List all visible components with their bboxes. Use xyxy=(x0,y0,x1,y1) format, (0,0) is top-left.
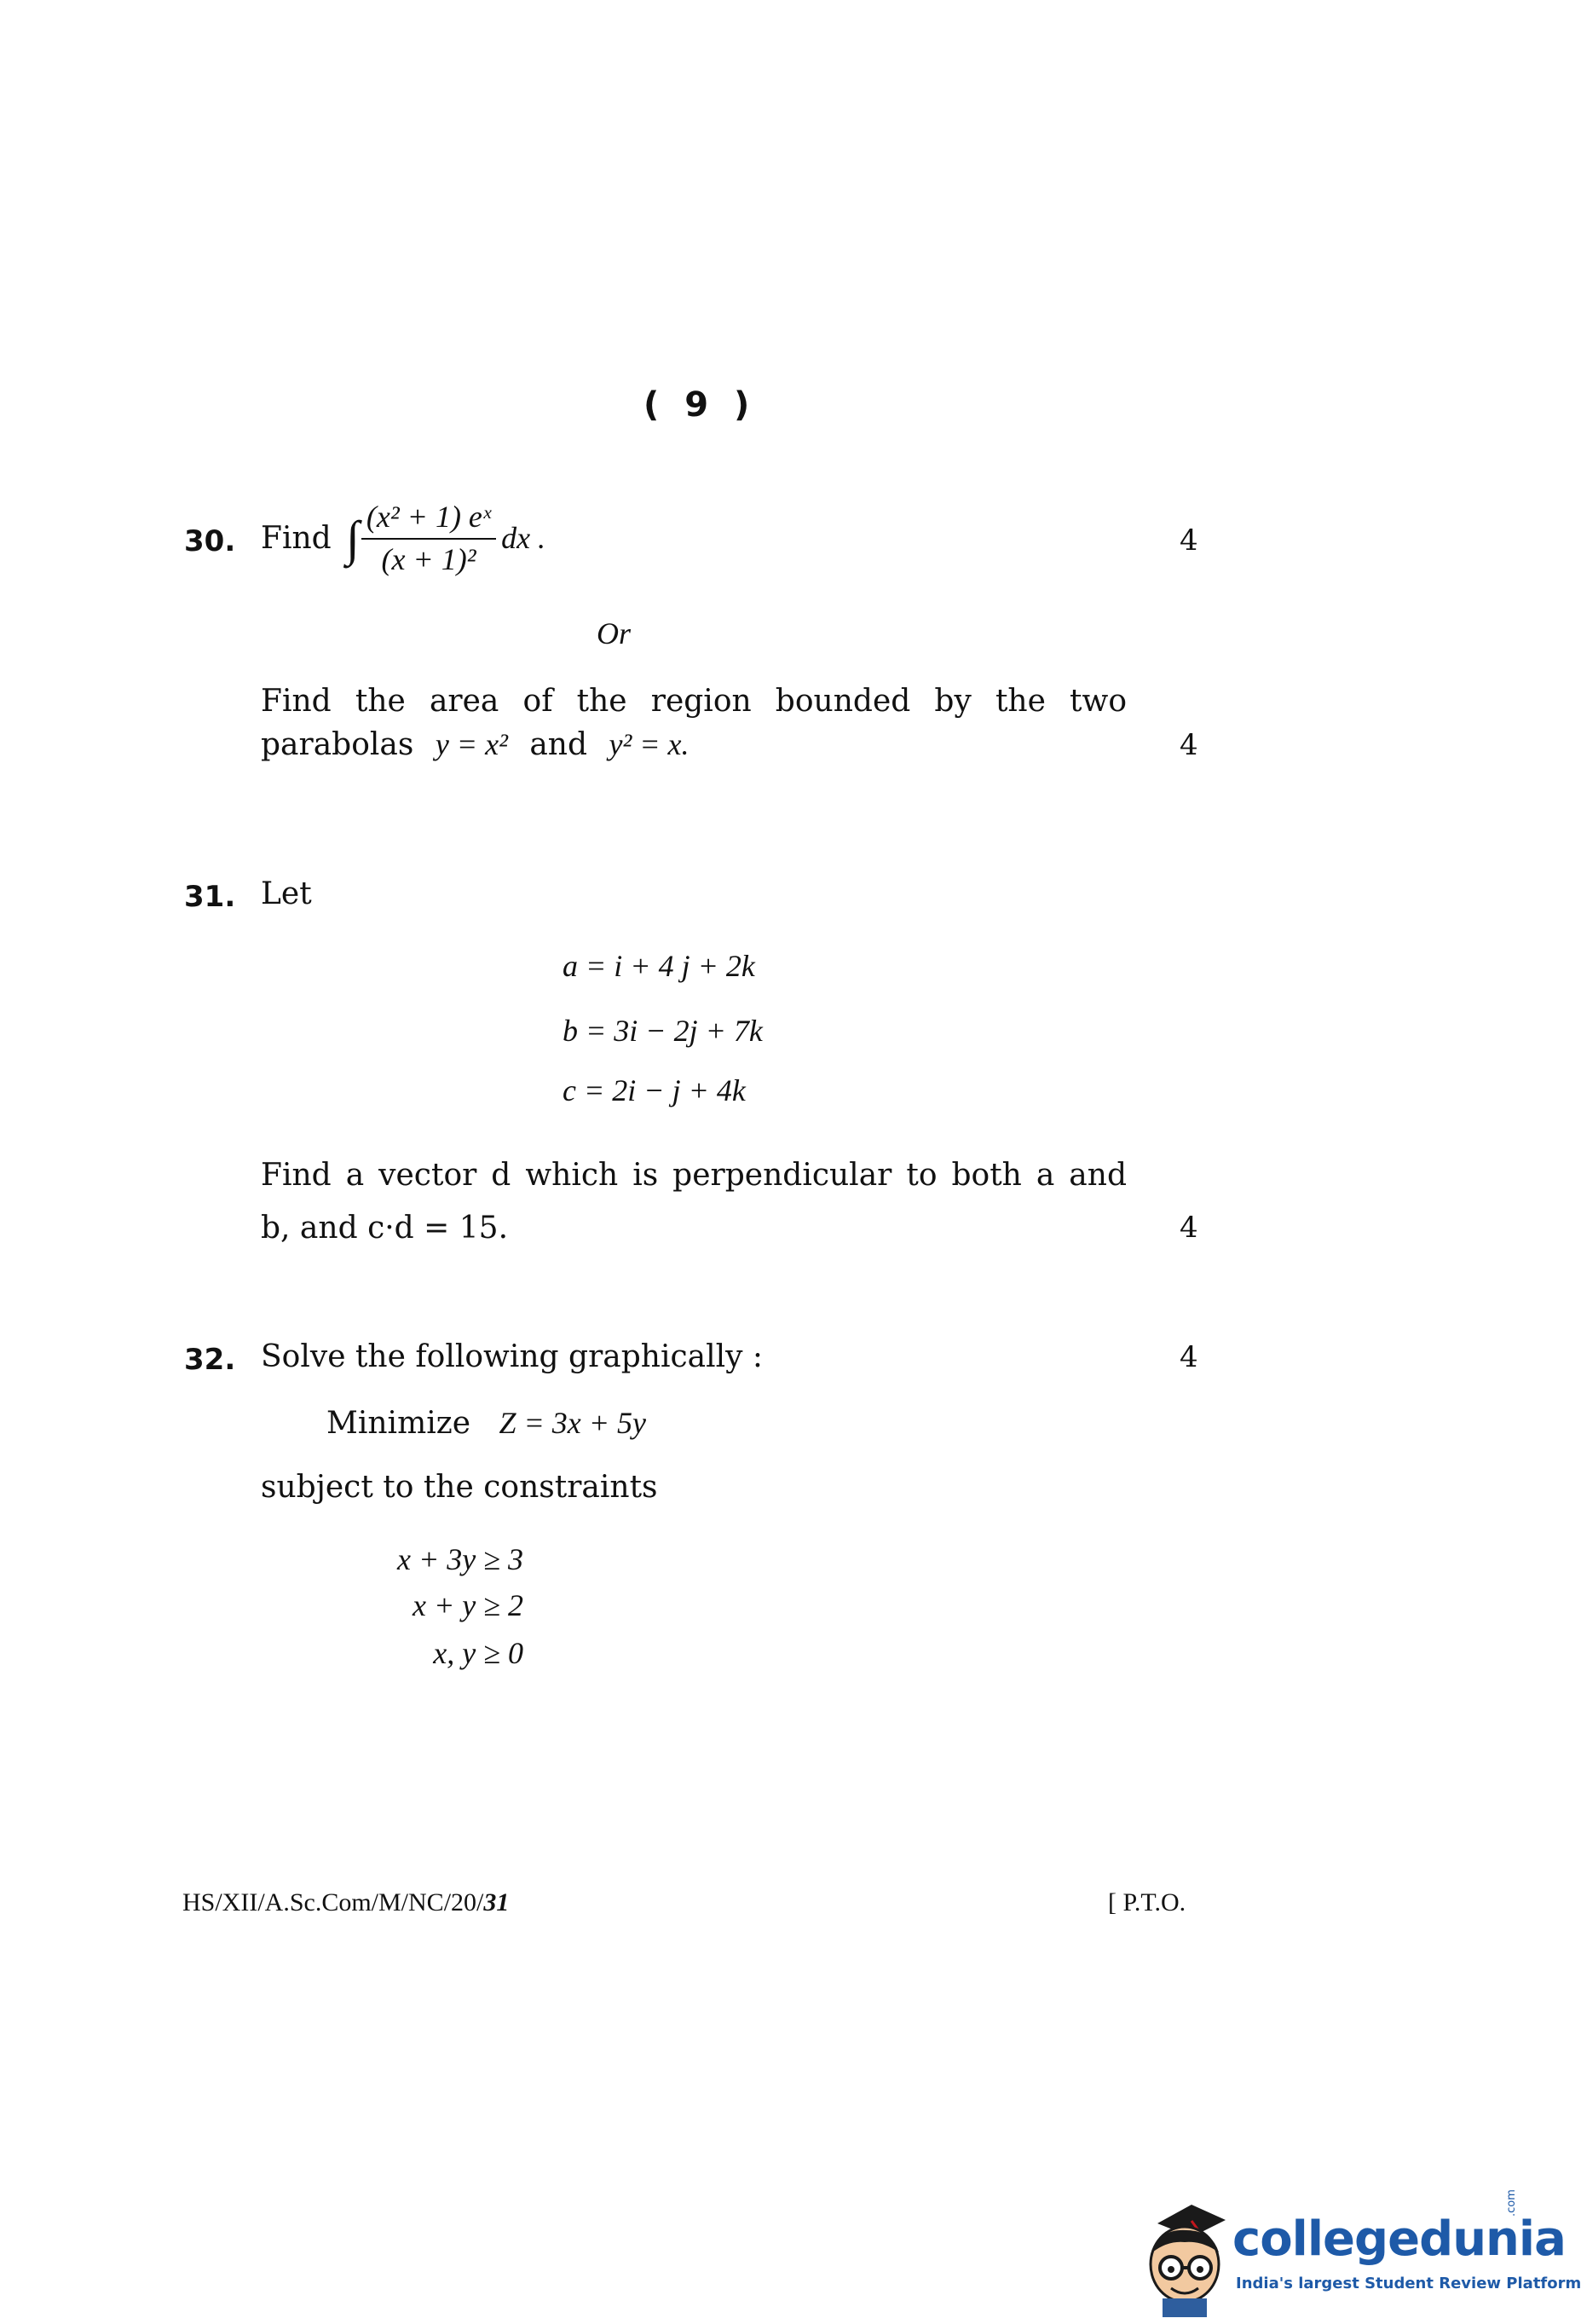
q31-intro: Let xyxy=(261,876,312,911)
or-separator: Or xyxy=(597,616,632,650)
parabolas-label: parabolas xyxy=(261,727,414,762)
q31-find-line2: b, and c·d = 15. xyxy=(261,1211,509,1246)
paper-code-number: 31 xyxy=(483,1888,510,1916)
paper-code xyxy=(182,1888,509,1917)
constraints-intro: subject to the constraints xyxy=(261,1470,658,1505)
objective-function: Z = 3x + 5y xyxy=(499,1406,647,1440)
integral-sign: ∫ xyxy=(346,510,360,566)
q30-alt-line2 xyxy=(261,726,690,762)
pto-marker: [ P.T.O. xyxy=(1108,1888,1186,1916)
constraint-3: x, y ≥ 0 xyxy=(433,1636,523,1670)
integrand-denominator: (x + 1)² xyxy=(381,542,476,576)
q30-marks: 4 xyxy=(1180,523,1198,558)
constraint-1: x + 3y ≥ 3 xyxy=(396,1542,523,1576)
parabola-eq-1: y = x² xyxy=(435,727,508,761)
brand-text: collegedunia xyxy=(1232,2211,1566,2267)
question-number-30: 30. xyxy=(184,524,236,558)
q30-alt-marks: 4 xyxy=(1180,728,1198,762)
question-number-32: 32. xyxy=(184,1343,236,1377)
integral-expression xyxy=(346,499,545,577)
q32-prompt: Solve the following graphically : xyxy=(261,1339,764,1374)
vector-c-definition: c = 2i − j + 4k xyxy=(563,1073,746,1107)
brand-domain: .com xyxy=(1505,2189,1518,2217)
q32-marks: 4 xyxy=(1180,1340,1198,1374)
and-word: and xyxy=(529,727,588,762)
q31-marks: 4 xyxy=(1180,1211,1198,1245)
q30-prompt: Find xyxy=(261,521,332,556)
objective-row xyxy=(326,1405,646,1441)
collegedunia-watermark xyxy=(1134,2189,1581,2317)
parabola-eq-2: y² = x. xyxy=(609,727,690,761)
question-number-31: 31. xyxy=(184,880,236,914)
vector-b-definition: b = 3i − 2j + 7k xyxy=(563,1014,763,1048)
paper-code-prefix: HS/XII/A.Sc.Com/M/NC/20/ xyxy=(182,1888,484,1916)
minimize-label: Minimize xyxy=(326,1406,470,1441)
brand-name xyxy=(1232,2211,1566,2267)
constraint-2: x + y ≥ 2 xyxy=(412,1588,523,1622)
q31-find-line1: Find a vector d which is perpendicular to both a and xyxy=(261,1158,1127,1193)
integrand-fraction xyxy=(361,499,496,577)
integrand-numerator: (x² + 1) eˣ xyxy=(361,499,496,540)
q30-alt-line1: Find the area of the region bounded by the two xyxy=(261,684,1127,719)
mascot-icon xyxy=(1134,2198,1234,2317)
brand-tagline: India's largest Student Review Platform xyxy=(1236,2275,1581,2292)
differential: dx . xyxy=(501,521,546,555)
page-number: ( 9 ) xyxy=(643,385,757,425)
vector-a-definition: a = i + 4 j + 2k xyxy=(563,949,755,983)
